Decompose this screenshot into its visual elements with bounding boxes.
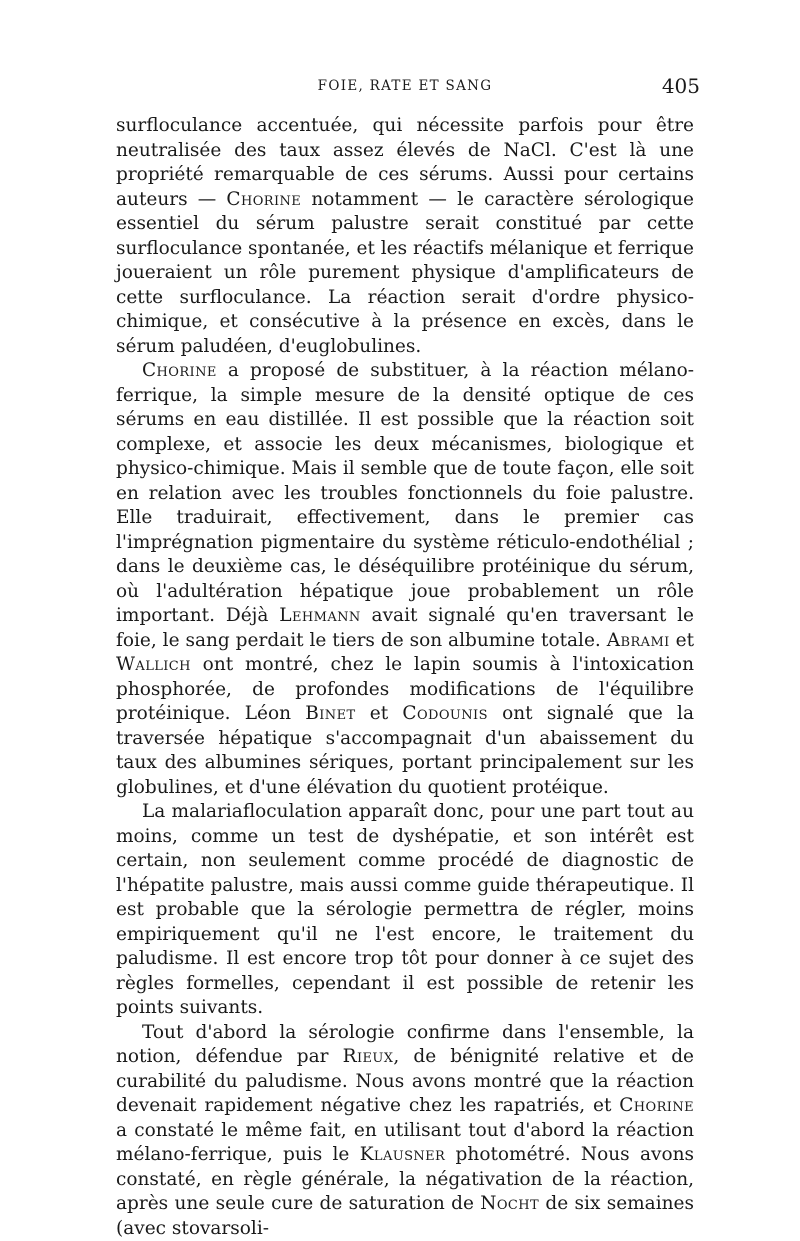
author-name: Binet	[305, 703, 355, 724]
text-run: a proposé de substituer, à la réaction mélano-ferrique, la simple mesure de la densité optique de ces sérums en eau distillée. Il est possible que la réaction soit complexe, et associe les deux mécanismes, biologique et physico-chimique. Mais il semble que de toute façon, elle soit en relation avec les troubles fonctionnels du foie palustre. Elle traduirait, effectivement, dans le premier cas l'imprégnation pigmentaire du système réticulo-endothélial ; dans le deuxième cas, le déséquilibre protéinique du sérum, où l'adultération hépatique joue probablement un rôle important. Déjà	[116, 360, 694, 626]
text-run: ont montré, chez le lapin soumis à l'intoxication phosphorée, de profondes modifications de l'équilibre protéinique. Léon	[116, 654, 694, 724]
text-run: surfloculance accentuée, qui nécessite parfois pour être neutralisée des taux assez élevés de NaCl. C'est là une propriété remarquable de ces sérums. Aussi pour certains auteurs —	[116, 115, 694, 210]
author-name: Klausner	[360, 1144, 446, 1165]
running-head	[116, 74, 694, 104]
page-number: 405	[662, 74, 700, 98]
text-run: ont signalé que la traversée hépatique s'accompagnait d'un abaissement du taux des albumines sériques, portant principalement sur les globulines, et d'une élévation du quotient protéique.	[116, 703, 694, 798]
author-name: Lehmann	[279, 605, 360, 626]
text-run: Tout d'abord la sérologie confirme dans l'ensemble, la notion, défendue par	[116, 1022, 694, 1068]
text-run: La malariafloculation apparaît donc, pour une part tout au moins, comme un test de dyshépatie, et son intérêt est certain, non seulement comme procédé de diagnostic de l'hépatite palustre, mais aussi comme guide thérapeutique. Il est probable que la sérologie permettra de régler, moins empiriquement qu'il ne l'est encore, le traitement du paludisme. Il est encore trop tôt pour donner à ce sujet des règles formelles, cependant il est possible de retenir les points suivants.	[116, 801, 694, 1018]
paragraph-3	[116, 800, 694, 1021]
author-name: Rieux	[343, 1046, 394, 1067]
author-name: Abrami	[607, 630, 670, 651]
book-page	[116, 74, 694, 1241]
text-run: a constaté le même fait, en utilisant tout d'abord la réaction mélano-ferrique, puis le	[116, 1120, 694, 1166]
text-run: notamment — le caractère sérologique essentiel du sérum palustre serait constitué par cette surfloculance spontanée, et les réactifs mélanique et ferrique joueraient un rôle purement physique d'amplificateurs de cette surfloculance. La réaction serait d'ordre physico-chimique, et consécutive à la présence en excès, dans le sérum paludéen, d'euglobulines.	[116, 189, 694, 357]
text-run: et	[670, 630, 694, 651]
author-name: Codounis	[402, 703, 487, 724]
text-run: de six semaines (avec stovarsoli-	[116, 1193, 694, 1239]
paragraph-4	[116, 1021, 694, 1241]
text-run: et	[356, 703, 403, 724]
author-name: Chorine	[142, 360, 217, 381]
running-title: FOIE, RATE ET SANG	[116, 78, 694, 94]
author-name: Chorine	[226, 189, 301, 210]
author-name: Nocht	[480, 1193, 539, 1214]
text-run: , de bénignité relative et de curabilité du paludisme. Nous avons montré que la réaction devenait rapidement négative chez les rapatriés, et	[116, 1046, 694, 1116]
paragraph-1	[116, 114, 694, 359]
author-name: Wallich	[116, 654, 191, 675]
text-run: avait signalé qu'en traversant le foie, le sang perdait le tiers de son albumine totale.	[116, 605, 694, 651]
author-name: Chorine	[619, 1095, 694, 1116]
paragraph-2	[116, 359, 694, 800]
text-run: photométré. Nous avons constaté, en règle générale, la négativation de la réaction, après une seule cure de saturation de	[116, 1144, 694, 1214]
